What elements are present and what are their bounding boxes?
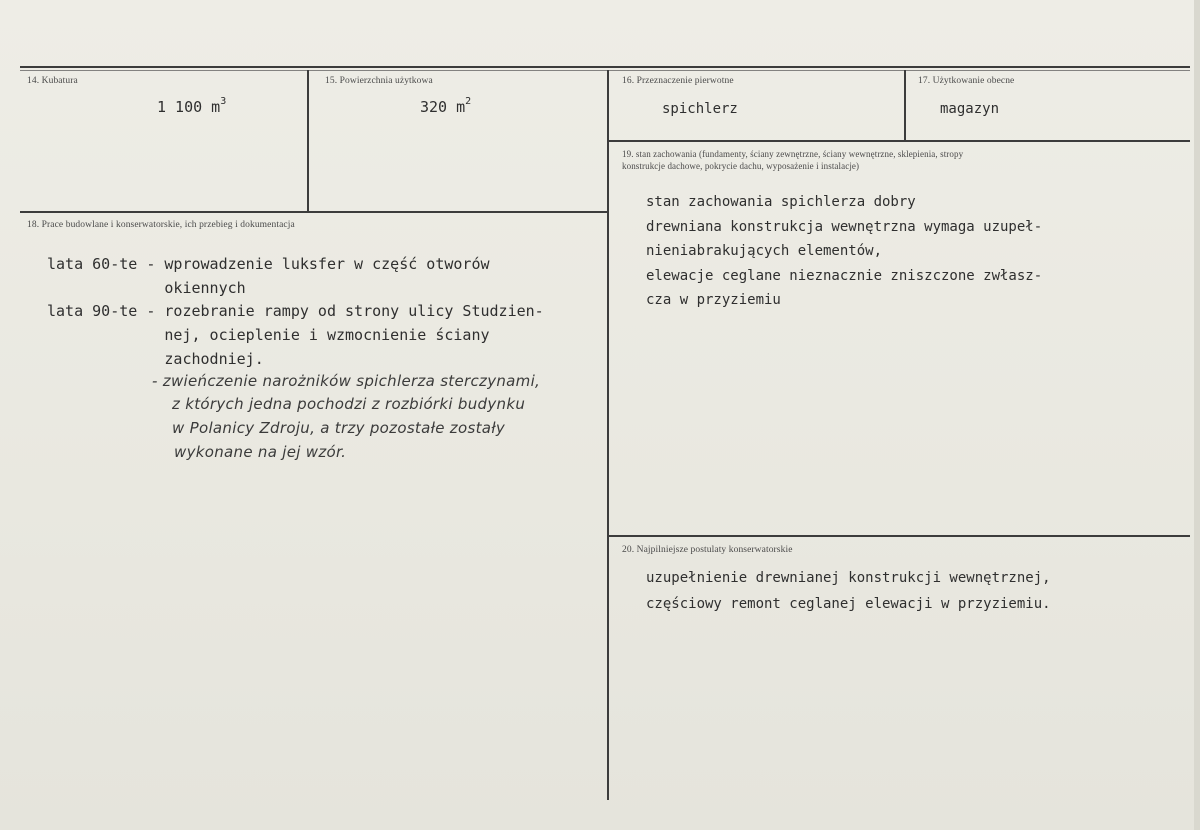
field-18-handwritten-line: wykonane na jej wzór. xyxy=(174,443,347,461)
field-19-line: drewniana konstrukcja wewnętrzna wymaga uzupeł- xyxy=(646,219,1043,235)
field-20-label: 20. Najpilniejsze postulaty konserwatorskie xyxy=(622,545,793,555)
field-15-unit-exponent: 2 xyxy=(465,96,472,107)
field-18-line: zachodniej. xyxy=(47,350,264,368)
field-19-label-line2: konstrukcje dachowe, pokrycie dachu, wyposażenie i instalacje) xyxy=(622,161,860,171)
field-19-label-line1: 19. stan zachowania (fundamenty, ściany zewnętrzne, ściany wewnętrzne, sklepienia, stropy xyxy=(622,149,964,159)
field-18-handwritten-line: w Polanicy Zdroju, a trzy pozostałe zostały xyxy=(172,419,506,437)
field-18-handwritten-line: z których jedna pochodzi z rozbiórki budynku xyxy=(172,395,526,413)
top-rule-inner xyxy=(20,70,1190,71)
rule-above-20 xyxy=(609,535,1190,537)
divider-center xyxy=(607,70,609,800)
field-16-label: 16. Przeznaczenie pierwotne xyxy=(622,76,734,86)
field-19-line: nieniabrakujących elementów, xyxy=(646,243,883,259)
field-19-line: stan zachowania spichlerza dobry xyxy=(646,194,916,210)
field-17-label: 17. Użytkowanie obecne xyxy=(918,76,1015,86)
field-18-line: nej, ocieplenie i wzmocnienie ściany xyxy=(47,326,490,344)
field-19-line: cza w przyziemiu xyxy=(646,292,781,308)
card-edge xyxy=(1194,0,1200,830)
field-20-line: uzupełnienie drewnianej konstrukcji wewnętrznej, xyxy=(646,570,1051,586)
field-14-unit-exponent: 3 xyxy=(220,96,227,107)
field-18-handwritten-line: - zwieńczenie narożników spichlerza sterczynami, xyxy=(152,372,541,390)
rule-above-19 xyxy=(609,140,1190,142)
field-19-line: elewacje ceglane nieznacznie zniszczone zwłasz- xyxy=(646,268,1043,284)
field-14-label: 14. Kubatura xyxy=(27,76,78,86)
field-15-label: 15. Powierzchnia użytkowa xyxy=(325,76,433,86)
field-15-number: 320 m xyxy=(420,98,466,116)
field-18-label: 18. Prace budowlane i konserwatorskie, ich przebieg i dokumentacja xyxy=(27,220,295,230)
field-14-value xyxy=(157,98,226,116)
field-14-number: 1 100 m xyxy=(157,98,221,116)
field-20-line: częściowy remont ceglanej elewacji w przyziemiu. xyxy=(646,596,1051,612)
field-15-value xyxy=(420,98,471,116)
field-16-value: spichlerz xyxy=(662,101,738,117)
field-17-value: magazyn xyxy=(940,101,1000,117)
divider-14-15 xyxy=(307,70,309,212)
field-18-line: okiennych xyxy=(47,279,246,297)
field-18-line: lata 60-te - wprowadzenie luksfer w część otworów xyxy=(47,255,490,273)
divider-16-17 xyxy=(904,70,906,140)
top-rule xyxy=(20,66,1190,68)
rule-above-18 xyxy=(20,211,607,213)
field-18-line: lata 90-te - rozebranie rampy od strony ulicy Studzien- xyxy=(47,302,544,320)
